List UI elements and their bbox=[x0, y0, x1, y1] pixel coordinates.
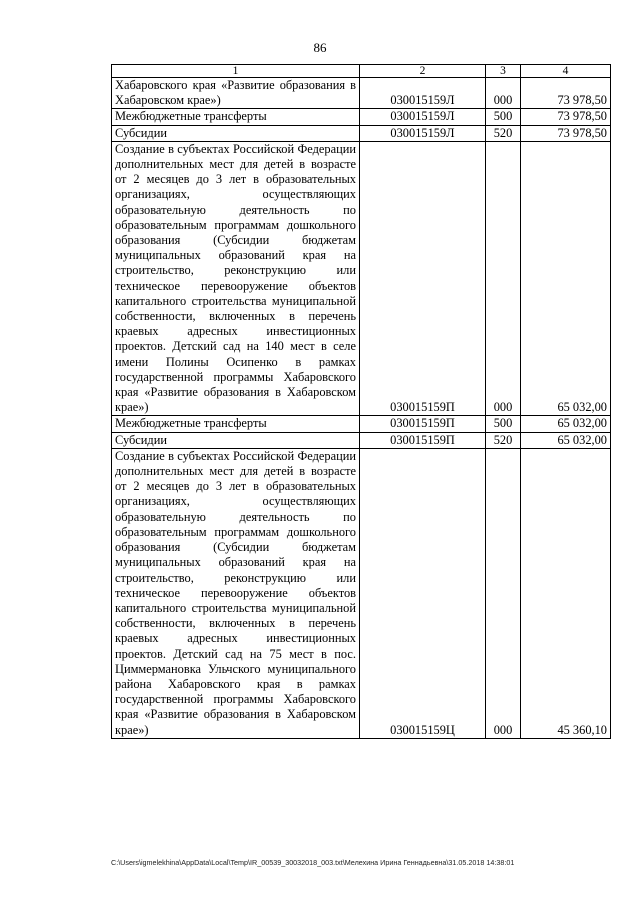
row-amount: 73 978,50 bbox=[521, 78, 611, 109]
row-amount: 65 032,00 bbox=[521, 416, 611, 432]
row-target-code: 030015159П bbox=[360, 432, 486, 448]
table-row bbox=[112, 78, 611, 109]
header-col-1: 1 bbox=[112, 65, 360, 78]
table-row bbox=[112, 448, 611, 738]
table-row bbox=[112, 109, 611, 125]
row-target-code: 030015159Л bbox=[360, 78, 486, 109]
row-name: Хабаровского края «Развитие образования в Хабаровском крае») bbox=[112, 78, 360, 109]
row-name: Создание в субъектах Российской Федерации дополнительных мест для детей в возрасте от 2 месяцев до 3 лет в образовательных организациях, осуществляющих образовательную деятельность по образовательным программам дошкольного образования (Субсидии бюджетам муниципальных образований края на строительство, реконструкцию или техническое перевооружение объектов капитального строительства муниципальной собственности, включенных в перечень краевых адресных инвестиционных проектов. Детский сад на 75 мест в пос. Циммермановка Ульчского муниципального района Хабаровского края в рамках государственной программы Хабаровского края «Развитие образования в Хабаровском крае») bbox=[112, 448, 360, 738]
row-target-code: 030015159П bbox=[360, 416, 486, 432]
header-col-4: 4 bbox=[521, 65, 611, 78]
page-number: 86 bbox=[313, 40, 327, 55]
row-target-code: 030015159Ц bbox=[360, 448, 486, 738]
table-row bbox=[112, 125, 611, 141]
row-expense-type: 000 bbox=[486, 141, 521, 416]
table-header-row bbox=[112, 65, 611, 78]
row-target-code: 030015159Л bbox=[360, 109, 486, 125]
row-target-code: 030015159П bbox=[360, 141, 486, 416]
row-expense-type: 500 bbox=[486, 416, 521, 432]
table-row bbox=[112, 432, 611, 448]
row-name: Межбюджетные трансферты bbox=[112, 109, 360, 125]
table-row bbox=[112, 141, 611, 416]
header-col-3: 3 bbox=[486, 65, 521, 78]
row-amount: 45 360,10 bbox=[521, 448, 611, 738]
row-expense-type: 000 bbox=[486, 78, 521, 109]
row-amount: 73 978,50 bbox=[521, 125, 611, 141]
row-expense-type: 500 bbox=[486, 109, 521, 125]
row-name: Межбюджетные трансферты bbox=[112, 416, 360, 432]
row-target-code: 030015159Л bbox=[360, 125, 486, 141]
row-name: Субсидии bbox=[112, 125, 360, 141]
row-expense-type: 520 bbox=[486, 125, 521, 141]
row-amount: 73 978,50 bbox=[521, 109, 611, 125]
row-name: Субсидии bbox=[112, 432, 360, 448]
row-expense-type: 520 bbox=[486, 432, 521, 448]
row-amount: 65 032,00 bbox=[521, 141, 611, 416]
row-name: Создание в субъектах Российской Федерации дополнительных мест для детей в возрасте от 2 месяцев до 3 лет в образовательных организациях, осуществляющих образовательную деятельность по образовательным программам дошкольного образования (Субсидии бюджетам муниципальных образований края на строительство, реконструкцию или техническое перевооружение объектов капитального строительства муниципальной собственности, включенных в перечень краевых адресных инвестиционных проектов. Детский сад на 140 мест в селе имени Полины Осипенко в рамках государственной программы Хабаровского края «Развитие образования в Хабаровском крае») bbox=[112, 141, 360, 416]
row-expense-type: 000 bbox=[486, 448, 521, 738]
budget-table bbox=[111, 64, 611, 739]
row-amount: 65 032,00 bbox=[521, 432, 611, 448]
file-path-footer: C:\Users\igmelekhina\AppData\Local\Temp\IR_00539_30032018_003.txt\Мелехина Ирина Геннадьевна\31.05.2018 14:38:01 bbox=[111, 858, 515, 867]
header-col-2: 2 bbox=[360, 65, 486, 78]
table-row bbox=[112, 416, 611, 432]
